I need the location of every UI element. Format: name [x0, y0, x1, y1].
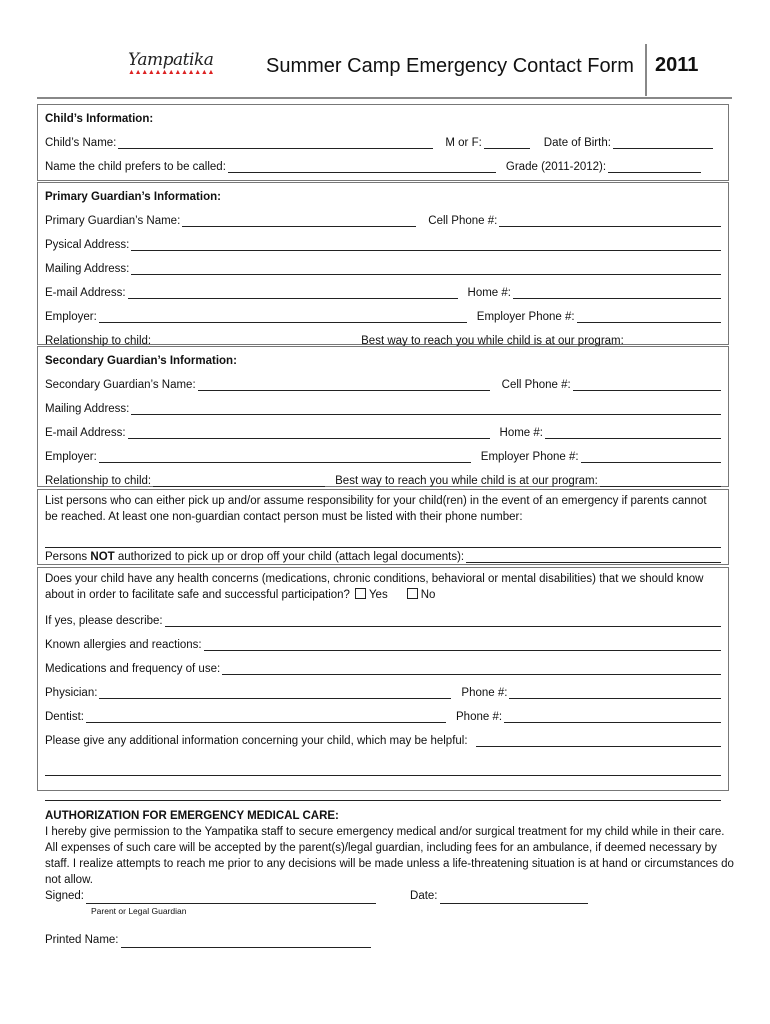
label: Employer:	[45, 451, 97, 463]
not-authorized-persons-field[interactable]	[466, 550, 721, 563]
additional-info-line-3[interactable]	[45, 799, 721, 801]
gender-field[interactable]	[484, 136, 530, 149]
label-part: Persons	[45, 551, 91, 563]
label: Date:	[410, 890, 438, 902]
signature-sublabel: Parent or Legal Guardian	[91, 906, 187, 916]
label-emphasis: NOT	[90, 551, 115, 563]
primary-cell-field[interactable]	[499, 214, 721, 227]
label: Relationship to child:	[45, 335, 152, 347]
label: Phone #:	[461, 687, 508, 699]
additional-info-field[interactable]	[476, 734, 721, 747]
logo-triangles-decoration: ▲▲▲▲▲▲▲▲▲▲▲▲▲	[128, 69, 215, 76]
authorization-section	[45, 808, 735, 948]
yampatika-logo	[128, 50, 214, 80]
dob-field[interactable]	[613, 136, 713, 149]
label: Dentist:	[45, 711, 84, 723]
secondary-best-way-field[interactable]	[600, 474, 721, 487]
label-part: authorized to pick up or drop off your child (attach legal documents):	[114, 551, 465, 563]
label: Home #:	[499, 427, 543, 439]
secondary-guardian-section	[37, 346, 729, 487]
form-year: 2011	[655, 54, 699, 76]
label: E-mail Address:	[45, 287, 126, 299]
no-checkbox[interactable]	[407, 588, 418, 599]
label: Employer:	[45, 311, 97, 323]
label: Medications and frequency of use:	[45, 663, 221, 675]
secondary-cell-field[interactable]	[573, 378, 721, 391]
primary-physical-address-field[interactable]	[131, 238, 721, 251]
label: If yes, please describe:	[45, 615, 163, 627]
label: Signed:	[45, 890, 85, 902]
additional-info-line-2[interactable]	[45, 774, 721, 776]
secondary-mailing-address-field[interactable]	[131, 402, 721, 415]
section-heading: Child’s Information:	[45, 113, 154, 125]
child-name-field[interactable]	[118, 136, 433, 149]
dentist-field[interactable]	[86, 710, 446, 723]
label: Physician:	[45, 687, 98, 699]
label: Primary Guardian’s Name:	[45, 215, 181, 227]
physician-field[interactable]	[99, 686, 451, 699]
primary-employer-field[interactable]	[99, 310, 467, 323]
physician-phone-field[interactable]	[509, 686, 721, 699]
primary-employer-phone-field[interactable]	[577, 310, 721, 323]
label: Employer Phone #:	[476, 311, 575, 323]
primary-email-field[interactable]	[128, 286, 458, 299]
child-info-section	[37, 104, 729, 181]
primary-home-field[interactable]	[513, 286, 721, 299]
authorization-heading: AUTHORIZATION FOR EMERGENCY MEDICAL CARE:	[45, 810, 339, 822]
preferred-name-field[interactable]	[228, 160, 496, 173]
secondary-email-field[interactable]	[128, 426, 490, 439]
label: Best way to reach you while child is at our program:	[361, 335, 624, 347]
no-label: No	[420, 589, 436, 601]
label: M or F:	[445, 137, 482, 149]
secondary-employer-phone-field[interactable]	[581, 450, 721, 463]
secondary-employer-field[interactable]	[99, 450, 471, 463]
label: Secondary Guardian’s Name:	[45, 379, 196, 391]
label: Please give any additional information concerning your child, which may be helpful:	[45, 735, 468, 747]
logo-text: Yampatika	[128, 50, 214, 70]
allergies-field[interactable]	[204, 638, 721, 651]
primary-mailing-address-field[interactable]	[131, 262, 721, 275]
label: E-mail Address:	[45, 427, 126, 439]
date-field[interactable]	[440, 891, 588, 904]
yes-label: Yes	[368, 589, 388, 601]
primary-name-field[interactable]	[182, 214, 416, 227]
label: Date of Birth:	[543, 137, 611, 149]
header-rule	[37, 97, 732, 99]
page-title: Summer Camp Emergency Contact Form	[266, 55, 634, 77]
label: Cell Phone #:	[428, 215, 498, 227]
label: Printed Name:	[45, 934, 119, 946]
signature-field[interactable]	[86, 891, 376, 904]
label: Mailing Address:	[45, 403, 130, 415]
label: Name the child prefers to be called:	[45, 161, 226, 173]
health-question: Does your child have any health concerns (medications, chronic conditions, behavioral or mental disabilities) that we should know about in order to facilitate safe and successful participation?	[45, 573, 704, 601]
label: Best way to reach you while child is at our program:	[335, 475, 598, 487]
yes-checkbox[interactable]	[355, 588, 366, 599]
label: Mailing Address:	[45, 263, 130, 275]
dentist-phone-field[interactable]	[504, 710, 721, 723]
label: Cell Phone #:	[501, 379, 571, 391]
authorization-text: I hereby give permission to the Yampatika staff to secure emergency medical and/or surgical treatment for my child while in their care. All expenses of such care will be accepted by the parent(s)/legal guardian, including fees for an ambulance, if deemed necessary by staff. I realize attempts to reach me prior to any decisions will be made unless a life-threatening situation is at hand or circumstances do not allow.	[45, 826, 734, 886]
pickup-instructions: List persons who can either pick up and/or assume responsibility for your child(ren) in the event of an emergency if parents cannot be reached. At least one non-guardian contact person must be listed with their phone number:	[45, 495, 707, 523]
medications-field[interactable]	[222, 662, 721, 675]
primary-guardian-section	[37, 182, 729, 345]
label	[45, 551, 464, 563]
section-heading: Primary Guardian’s Information:	[45, 191, 221, 203]
title-divider	[645, 44, 647, 96]
printed-name-field[interactable]	[121, 935, 371, 948]
secondary-name-field[interactable]	[198, 378, 490, 391]
label: Known allergies and reactions:	[45, 639, 202, 651]
secondary-relationship-field[interactable]	[153, 474, 325, 487]
label: Employer Phone #:	[480, 451, 579, 463]
section-heading: Secondary Guardian’s Information:	[45, 355, 237, 367]
label: Home #:	[467, 287, 511, 299]
label: Child’s Name:	[45, 137, 117, 149]
health-section	[37, 567, 729, 791]
label: Grade (2011-2012):	[505, 161, 607, 173]
health-description-field[interactable]	[165, 614, 721, 627]
grade-field[interactable]	[608, 160, 701, 173]
label: Relationship to child:	[45, 475, 152, 487]
label: Pysical Address:	[45, 239, 130, 251]
pickup-contacts-section	[37, 489, 729, 565]
label: Phone #:	[456, 711, 503, 723]
secondary-home-field[interactable]	[545, 426, 721, 439]
